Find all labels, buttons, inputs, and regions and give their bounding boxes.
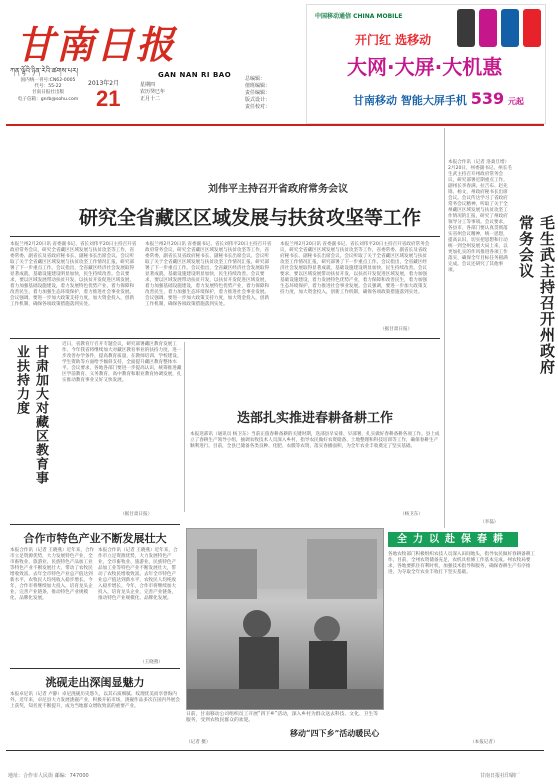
coop-headline[interactable]: 合作市特色产业不断发展壮大 <box>23 532 167 545</box>
phone-icon <box>479 9 497 47</box>
photo-credit: （记者 摄） <box>186 740 211 745</box>
ad-slogan-2: 大网·大屏·大机惠 <box>347 55 503 79</box>
phone-icon <box>501 9 519 47</box>
footer-left: 地址：合作市人民街 邮编：747000 <box>8 773 89 779</box>
cultural-text: 本报卓尼讯（记者 卢静）卓尼洮砚历史悠久，以其石质细腻、纹理优美而享誉海内外。近年来，卓尼县大力发展洮砚产业，积极开拓市场，洮砚作品多次在国内外展会上获奖，知名度不断提升，成为当地群众增收致富的重要产业。 <box>10 692 180 709</box>
divider <box>10 668 180 669</box>
divider <box>10 236 440 237</box>
column-rule <box>444 128 445 528</box>
right-credit: （李磊） <box>480 520 499 525</box>
edu-headline[interactable]: 甘肃加大对藏区教育事业扶持力度 <box>14 345 48 485</box>
ad-price-unit: 元起 <box>507 97 524 106</box>
photo-caption: 移动“四下乡”活动暖民心 <box>290 728 380 738</box>
masthead-divider <box>6 124 544 126</box>
editor-line: 总编辑： <box>245 76 266 82</box>
phone-icon <box>457 9 475 47</box>
cultural-body <box>10 692 180 750</box>
photo-caption-text: 日前，甘南移动公司组织员工开展“四下乡”活动，深入乡村为群众送去科技、文化、卫生等服务，受到农牧民群众的欢迎。 <box>186 712 379 723</box>
editor-list <box>245 76 305 111</box>
plough-text: 本报迭部讯（通讯员 杨卫东）当前正值春耕备耕的关键时期，迭部县早安排、早部署，扎实做好春耕备耕各项工作。县上成立了春耕生产领导小组，抽调农牧技术人员深入乡村，指导农民做好农资储备、土地整理和科技培训等工作，确保春耕生产顺利进行。目前，全县已储备各类良种、化肥、农膜等农资，落实春播面积，为全年农业丰收奠定了坚实基础。 <box>190 432 440 449</box>
issue-date <box>88 76 228 110</box>
photo-illustration <box>187 529 383 709</box>
lead-body-col3 <box>280 242 430 327</box>
newspaper-logo: 甘南日报 <box>16 22 177 67</box>
phones-image <box>457 9 541 49</box>
roman-title: GAN NAN RI BAO <box>158 71 232 79</box>
lead-body-col2 <box>145 242 273 327</box>
edu-text: 近日，省教育厅召开专题会议，研究部署藏区教育发展工作。今年我省将继续加大对藏区教育事业的扶持力度，进一步改善办学条件，提高教育质量，在教师培训、学校建设、学生资助等方面给予倾斜支持，全面提升藏区教育整体水平。会议要求，各地各部门要进一步提高认识，统筹推进藏区学前教育、义务教育、高中教育和职业教育协调发展，扎实推动教育事业又好又快发展。 <box>62 342 182 383</box>
farm-right-credit: （本报记者） <box>470 740 498 745</box>
china-mobile-ad[interactable] <box>306 4 546 124</box>
weekday-lunar <box>140 82 165 103</box>
farm-right-body <box>388 552 538 742</box>
publication-meta <box>8 78 88 103</box>
tibetan-title: ཀན་ལྷོའི་ཉིན་རེའི་ཚགས་པར། <box>10 67 79 75</box>
phone-icon <box>523 9 541 47</box>
ad-slogan-1: 开门红 选移动 <box>355 33 432 47</box>
plough-credit: （杨卫东） <box>400 512 423 517</box>
coop-credit: （王晓燕） <box>140 660 163 665</box>
edu-body <box>62 342 182 512</box>
cultural-headline[interactable]: 洮砚走出深闺显魅力 <box>45 676 145 689</box>
plough-body <box>190 432 440 517</box>
ad-price: 539 <box>470 89 505 108</box>
farm-right-text: 各地农牧部门积极组织农技人员深入田间地头，指导农民做好春耕备耕工作。目前，全州农资储备充足，农机具检修工作基本完成。州农牧局要求，各地要抓住有利时机，加强技术指导和服务，确保春耕生产有序推进，为夺取全年农业丰收打下坚实基础。 <box>388 552 536 575</box>
spring-farming-banner: 全力以赴保春耕 <box>388 532 518 547</box>
divider <box>10 338 440 339</box>
edu-credit: （据甘肃日报） <box>120 512 153 517</box>
coop-body-col1 <box>10 548 95 660</box>
ad-slogan-prefix: 甘南移动 智能大屏手机 <box>353 94 467 107</box>
lead-kicker: 刘伟平主持召开省政府常务会议 <box>208 184 348 195</box>
editor-line: 值班编辑： <box>245 83 271 89</box>
day-number: 21 <box>96 86 121 111</box>
lunar-day: 正月十二 <box>140 96 161 102</box>
right-column-headline[interactable]: 毛生武主持召开州政府常务会议 <box>517 215 556 375</box>
right-column-body <box>448 160 512 520</box>
plough-headline[interactable]: 迭部扎实推进春耕备耕工作 <box>236 411 393 426</box>
footer-right: 甘南日报社印刷厂 <box>480 773 521 779</box>
lead-body-repeat: 本报兰州2月20日讯 省委副书记、省长刘伟平20日主持召开省政府常务会议，研究全省藏区区域发展与扶贫攻坚等工作，省委常委、副省长及省政府秘书长、副秘书长出席会议。会议听取了关于全省藏区区域发展与扶贫攻坚工作情况汇报，研究部署了下一步重点工作。会议指出，全省藏区经济社会发展取得显著成就，基础设施建设明显加快，民生持续改善。会议要求，要以区域发展带动扶贫开发，以扶贫开发促进区域发展，着力加强基础设施建设，着力发展特色优势产业，着力保障和改善民生，着力加强生态环境保护，着力推进社会事业发展。会议强调，要进一步加大政策支持力度，加大资金投入，创新工作机制，确保各项政策措施落到实处。 <box>145 242 272 307</box>
coop-text: 本报合作讯（记者 王晓燕）近年来，合作市立足资源优势，大力发展特色产业，全市畜牧业、旅游业、民族特色产品加工业等特色产业不断发展壮大，带动了农牧民增收致富。去年全市特色产业总产值达到新水平，农牧民人均纯收入稳步增长。今年，合作市将继续加大投入，培育龙头企业，完善产业链条，推动特色产业规模化、品牌化发展。 <box>10 548 95 601</box>
weekday: 星期四 <box>140 82 156 88</box>
ad-brand: 中国移动通信 CHINA MOBILE <box>315 13 403 20</box>
coop-text-repeat: 本报合作讯（记者 王晓燕）近年来，合作市立足资源优势，大力发展特色产业，全市畜牧业、旅游业、民族特色产品加工业等特色产业不断发展壮大，带动了农牧民增收致富。去年全市特色产业总产值达到新水平，农牧民人均纯收入稳步增长。今年，合作市将继续加大投入，培育龙头企业，完善产业链条，推动特色产业规模化、品牌化发展。 <box>98 548 178 601</box>
editor-line: 责任编辑： <box>245 90 271 96</box>
lead-body-col1 <box>10 242 138 327</box>
lunar-year: 农历癸巳年 <box>140 89 166 95</box>
coop-body-col2 <box>98 548 180 660</box>
meta-line: 代号：55-22 <box>34 84 62 90</box>
meta-line: 国内统一刊号:CN62-0005 <box>20 78 76 83</box>
column-rule <box>184 342 185 512</box>
lead-headline[interactable]: 研究全省藏区区域发展与扶贫攻坚等工作 <box>78 207 421 229</box>
lead-credit: （据甘肃日报） <box>380 327 413 332</box>
news-photo[interactable] <box>186 528 384 710</box>
meta-line: 电子信箱：gnrb@sohu.com <box>17 96 79 102</box>
lead-body: 本报兰州2月20日讯 省委副书记、省长刘伟平20日主持召开省政府常务会议，研究全省藏区区域发展与扶贫攻坚等工作，省委常委、副省长及省政府秘书长、副秘书长出席会议。会议听取了关于全省藏区区域发展与扶贫攻坚工作情况汇报，研究部署了下一步重点工作。会议指出，全省藏区经济社会发展取得显著成就，基础设施建设明显加快，民生持续改善。会议要求，要以区域发展带动扶贫开发，以扶贫开发促进区域发展，着力加强基础设施建设，着力发展特色优势产业，着力保障和改善民生，着力加强生态环境保护，着力推进社会事业发展。会议强调，要进一步加大政策支持力度，加大资金投入，创新工作机制，确保各项政策措施落到实处。 <box>10 242 137 307</box>
editor-line: 版式设计： <box>245 97 271 103</box>
divider <box>10 524 180 525</box>
year-month: 2013年2月 <box>88 80 120 87</box>
right-body: 本报合作讯（记者 洛桑旦增）2月20日，州委副书记、州长毛生武主持召开州政府常务会议，研究部署近期重点工作。副州长李春满、拉吉布、赵先锋、杨文，州政府秘书长出席会议。会议传达学习了省政府常务会议精神，听取了关于全州藏区区域发展与扶贫攻坚工作情况的汇报，研究了州政府领导分工等事项。会议要求，各县市、各部门要认真贯彻落实省州会议精神，统一思想，提高认识，切实把思想和行动统一到全州发展大局上来，以更加扎实的作风推进各项工作落实，确保全年目标任务圆满完成。会议还研究了其他事项。 <box>448 160 512 273</box>
lead-body-repeat: 本报兰州2月20日讯 省委副书记、省长刘伟平20日主持召开省政府常务会议，研究全省藏区区域发展与扶贫攻坚等工作，省委常委、副省长及省政府秘书长、副秘书长出席会议。会议听取了关于全省藏区区域发展与扶贫攻坚工作情况汇报，研究部署了下一步重点工作。会议指出，全省藏区经济社会发展取得显著成就，基础设施建设明显加快，民生持续改善。会议要求，要以区域发展带动扶贫开发，以扶贫开发促进区域发展，着力加强基础设施建设，着力发展特色优势产业，着力保障和改善民生，着力加强生态环境保护，着力推进社会事业发展。会议强调，要进一步加大政策支持力度，加大资金投入，创新工作机制，确保各项政策措施落到实处。 <box>280 242 430 295</box>
footer-rule <box>6 750 544 751</box>
ad-slogan-3 <box>353 89 524 108</box>
editor-line: 责任校对： <box>245 104 271 110</box>
meta-line: 甘南日报社出版 <box>31 90 65 96</box>
